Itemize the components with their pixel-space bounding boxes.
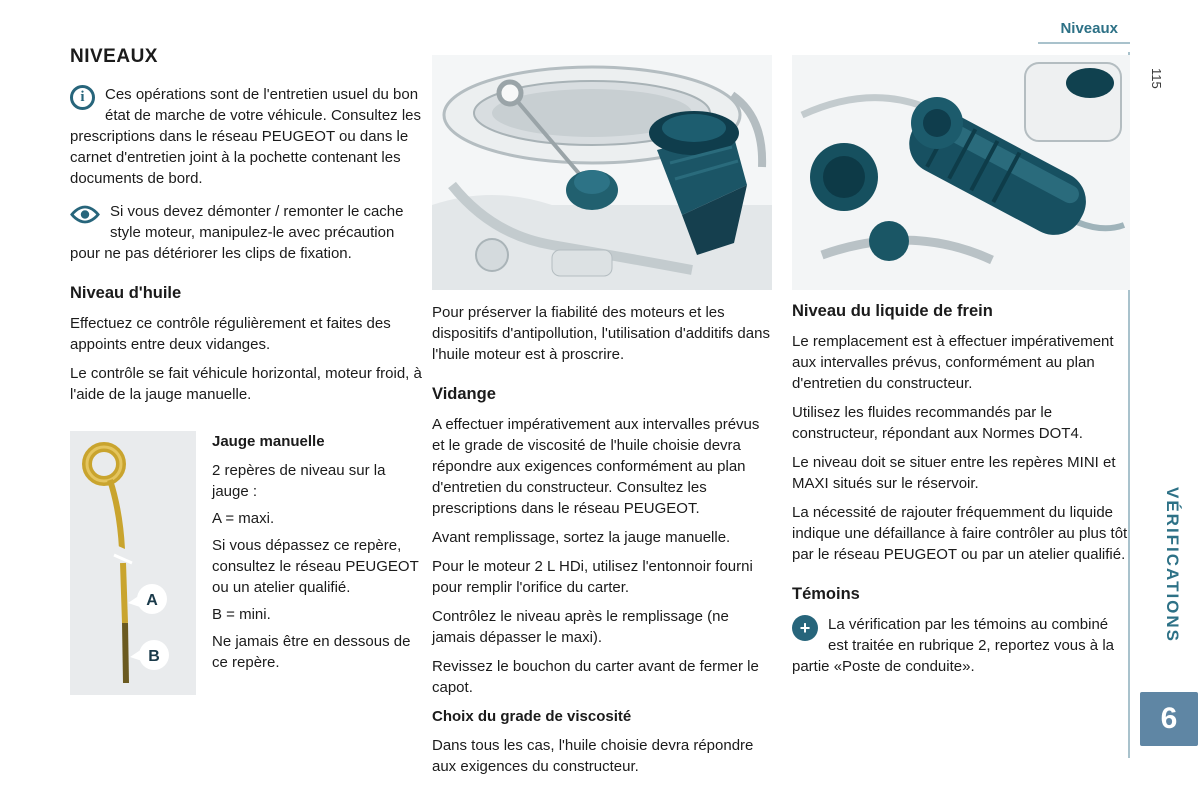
plus-icon: + bbox=[792, 615, 818, 641]
brake-para: Le niveau doit se situer entre les repères MINI et MAXI situés sur le réservoir. bbox=[792, 454, 1116, 492]
vidange-para: Pour le moteur 2 L HDi, utilisez l'entonnoir fourni pour remplir l'orifice du carter. bbox=[432, 558, 753, 596]
dipstick-caption-line: Si vous dépassez ce repère, consultez le réseau PEUGEOT ou un atelier qualifié. bbox=[212, 537, 419, 596]
info-icon: i bbox=[70, 85, 95, 110]
eye-icon bbox=[70, 204, 100, 225]
column-vidange bbox=[432, 55, 772, 785]
brake-para: Utilisez les fluides recommandés par le constructeur, répondant aux Normes DOT4. bbox=[792, 404, 1083, 442]
vidange-para: Contrôlez le niveau après le remplissage (ne jamais dépasser le maxi). bbox=[432, 608, 729, 646]
section-label-vertical: VÉRIFICATIONS bbox=[1163, 487, 1182, 644]
chapter-tab bbox=[1140, 692, 1198, 746]
intro-eye-text: Si vous devez démonter / remonter le cache style moteur, manipulez-le avec précaution pour ne pas détériorer les clips de fixation. bbox=[70, 203, 404, 262]
oil-para-2: Le contrôle se fait véhicule horizontal, moteur froid, à l'aide de la jauge manuelle. bbox=[70, 365, 422, 403]
eye-paragraph bbox=[70, 201, 422, 264]
dipstick-illustration bbox=[70, 431, 196, 695]
dipstick-caption-line: Ne jamais être en dessous de ce repère. bbox=[212, 633, 411, 671]
oil-para-1: Effectuez ce contrôle régulièrement et faites des appoints entre deux vidanges. bbox=[70, 315, 391, 353]
brake-fluid-illustration bbox=[792, 55, 1130, 290]
vidange-para: A effectuer impérativement aux intervalles prévus et le grade de viscosité de l'huile choisie devra répondre aux exigences conformément au plan d'entretien du constructeur. Consultez les prescriptions dans le réseau PEUGEOT. bbox=[432, 416, 760, 517]
dipstick-figure bbox=[70, 431, 422, 695]
brake-para: La nécessité de rajouter fréquemment du liquide indique une défaillance à faire contrôler au plus tôt par le réseau PEUGEOT ou par un atelier qualifié. bbox=[792, 504, 1128, 563]
page-number: 115 bbox=[1149, 68, 1164, 89]
dipstick-caption-line: A = maxi. bbox=[212, 510, 275, 527]
brake-para: Le remplacement est à effectuer impérativement aux intervalles prévus, conformément au plan d'entretien du constructeur. bbox=[792, 333, 1114, 392]
dipstick-marker-a: A bbox=[146, 592, 158, 609]
intro-info-text: Ces opérations sont de l'entretien usuel du bon état de marche de votre véhicule. Consultez les prescriptions dans le réseau PEUGEOT ou dans le carnet d'entretien joint à la pochette contenant les documents de bord. bbox=[70, 86, 422, 187]
temoins-paragraph bbox=[792, 614, 1130, 677]
subheading-viscosity: Choix du grade de viscosité bbox=[432, 708, 632, 725]
dipstick-caption-line: 2 repères de niveau sur la jauge : bbox=[212, 462, 386, 500]
temoins-text: La vérification par les témoins au combiné est traitée en rubrique 2, reportez vous à la partie «Poste de conduite». bbox=[792, 616, 1114, 675]
heading-temoins: Témoins bbox=[792, 585, 860, 603]
dipstick-caption-title: Jauge manuelle bbox=[212, 433, 325, 450]
chapter-number: 6 bbox=[1160, 702, 1178, 735]
header-rule bbox=[1038, 42, 1130, 44]
dipstick-caption-line: B = mini. bbox=[212, 606, 271, 623]
page-title: NIVEAUX bbox=[70, 46, 158, 67]
vidange-intro: Pour préserver la fiabilité des moteurs et les dispositifs d'antipollution, l'utilisation d'additifs dans l'huile moteur est à proscrire. bbox=[432, 304, 770, 363]
heading-vidange: Vidange bbox=[432, 385, 496, 403]
viscosity-para: Dans tous les cas, l'huile choisie devra répondre aux exigences du constructeur. bbox=[432, 737, 754, 775]
engine-compartment-illustration bbox=[432, 55, 772, 290]
dipstick-caption bbox=[196, 431, 422, 695]
column-niveaux bbox=[70, 46, 422, 695]
column-brake-fluid bbox=[792, 55, 1130, 689]
heading-brake-fluid: Niveau du liquide de frein bbox=[792, 302, 993, 320]
vidange-para: Avant remplissage, sortez la jauge manuelle. bbox=[432, 529, 731, 546]
running-title: Niveaux bbox=[1060, 20, 1118, 37]
heading-oil-level: Niveau d'huile bbox=[70, 284, 182, 302]
info-paragraph bbox=[70, 84, 422, 189]
dipstick-marker-b: B bbox=[148, 648, 160, 665]
vidange-para: Revissez le bouchon du carter avant de fermer le capot. bbox=[432, 658, 759, 696]
